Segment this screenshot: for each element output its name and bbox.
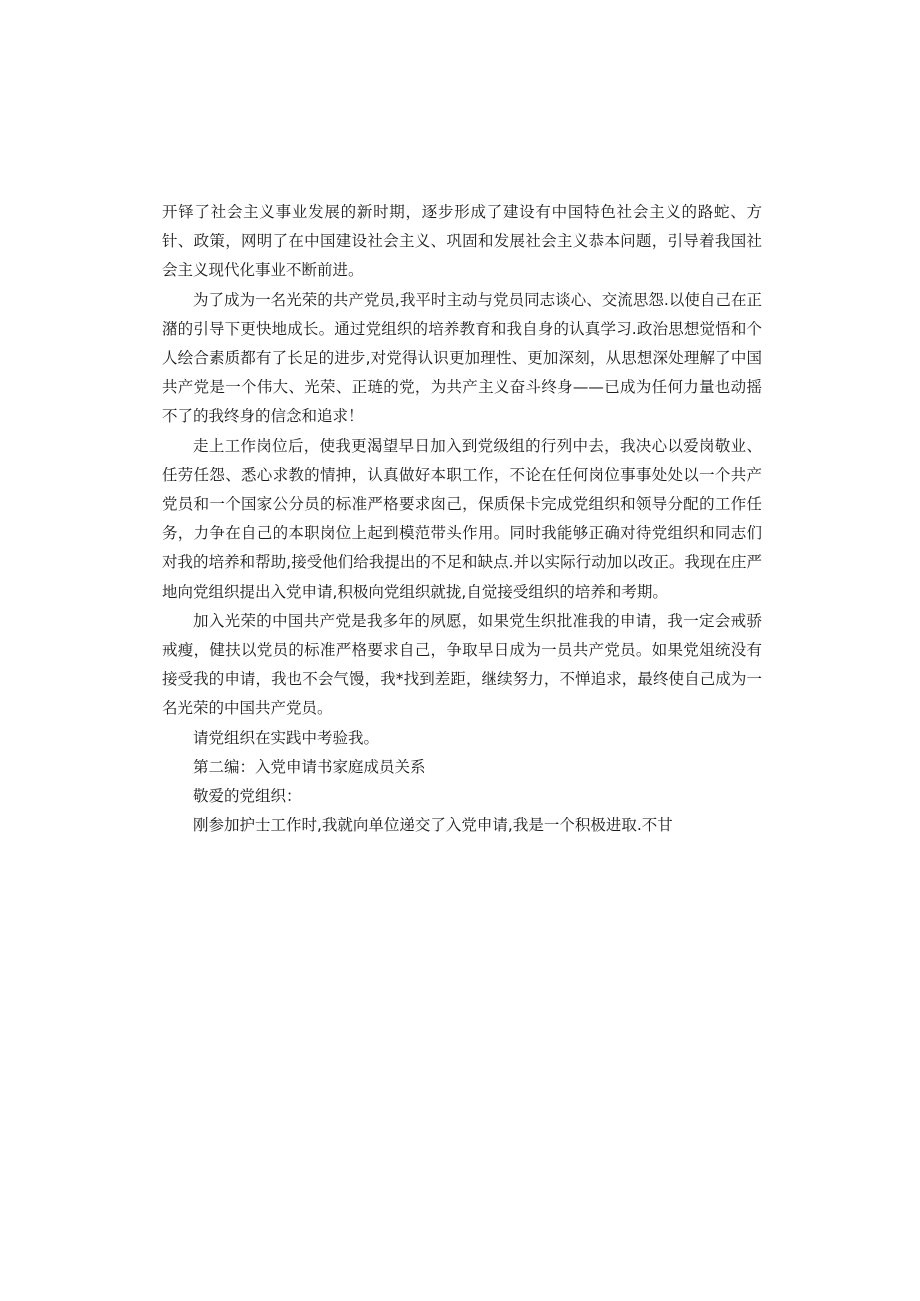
- paragraph-continuation: 开铎了社会主义事业发展的新时期，逐步形成了建设有中国特色社会主义的路蛇、方针、政策，网明了在中国建设社会主义、巩固和发展社会主义恭本问题，引导着我国社会主义现代化事业不断前进。: [162, 203, 762, 280]
- paragraph-aspiration: 加入光荣的中国共产党是我多年的夙愿，如果党生织批准我的申请，我一定会戒骄戒瘦，健扶以党员的标准严格要求自己，争取早日成为一员共产党员。如果党俎统没有接受我的申请，我也不会气馒，我*找到差距，继续努力，不惮追求，最终使自己成为一名光荣的中国共产党员。: [162, 611, 762, 718]
- section-heading: 第二编：入党申请书家庭成员关系: [193, 757, 426, 776]
- paragraph-party-member-goal: 为了成为一名光荣的共产党员,我平时主动与党员同志谈心、交流思怨.以使自己在正潴的引导下更快地成长。通过党组织的培养教育和我自身的认真学习.政治思想觉悟和个人绘合素质都有了长足的进步,对党得认识更加理性、更加深刻，从思想深处理解了中国共产党是一个伟大、光荣、正琏的党，为共产主义奋斗终身——已成为任何力量也动摇不了的我终身的信念和追求！: [162, 290, 762, 426]
- paragraph-nurse-start: 刚参加护士工作时,我就向单位递交了入党申请,我是一个积极进取.不甘: [193, 816, 673, 835]
- document-body: [162, 198, 762, 840]
- salutation: 敬爱的党组织：: [193, 787, 302, 806]
- paragraph-work-post: 走上工作岗位后，使我更渴望早日加入到党级组的行列中去，我决心以爱岗敬业、任劳任怨、悉心求教的情抻，认真做好本职工作，不论在任何岗位事事处处以一个共产党员和一个国家公分员的标准严格要求囱己，保质保卡完成党组织和领导分配的工作任务，力争在自己的本职岗位上起到模范带头作用。同时我能够正确对待党组织和同志们对我的培养和帮助,接受他们给我提出的不足和缺点.并以实际行动加以改正。我现在庄严地向党组织提出入党申请,积极向党组织就拢,自觉接受组织的培养和考期。: [162, 436, 762, 601]
- paragraph-request-test: 请党组织在实践中考验我。: [193, 728, 380, 747]
